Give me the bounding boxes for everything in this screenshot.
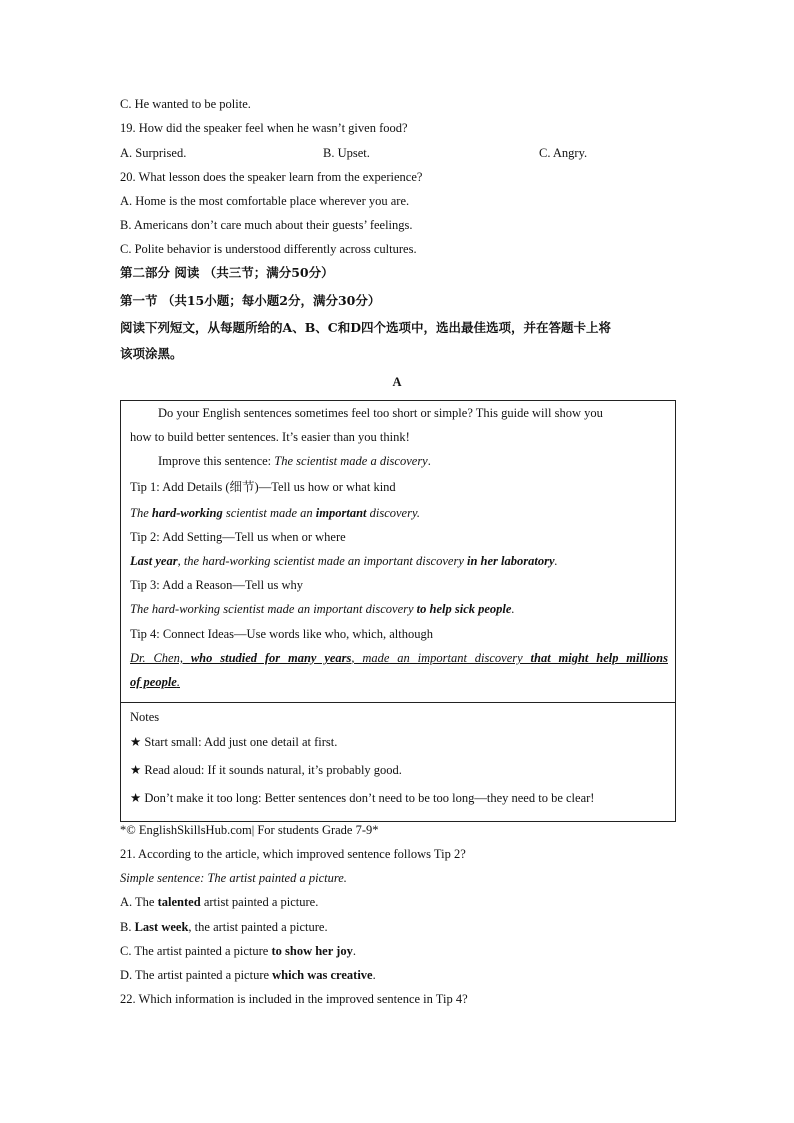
q21-c-bold: to show her joy <box>271 944 353 958</box>
tip4-example-line1 <box>130 650 668 666</box>
passage-box <box>120 400 676 703</box>
q21-option-c <box>120 943 356 959</box>
tip3-title: Tip 3: Add a Reason—Tell us why <box>130 578 303 592</box>
improve-line <box>158 453 431 469</box>
q21-b-post: , the artist painted a picture. <box>188 920 328 934</box>
q21-option-d <box>120 967 376 983</box>
note-item: ★ Read aloud: If it sounds natural, it’s probably good. <box>130 763 402 777</box>
tip2-title: Tip 2: Add Setting—Tell us when or where <box>130 530 346 544</box>
q19-option-a: A. Surprised. <box>120 146 187 160</box>
tip2-p1: , the hard-working scientist made an important discovery <box>177 554 467 568</box>
tip4-p2: , made an important discovery <box>351 651 531 665</box>
q21-c-post: . <box>352 944 356 958</box>
q21-b-pre: B. <box>120 920 135 934</box>
q21-option-b <box>120 919 328 935</box>
tip4-b2: that might help millions <box>530 651 668 665</box>
tip1-p3: discovery. <box>366 506 420 520</box>
q20-option-a: A. Home is the most comfortable place wherever you are. <box>120 194 410 208</box>
tip2-b1: Last year <box>130 554 178 568</box>
q21-a-pre: A. The <box>120 895 158 909</box>
tip4-line2-end: . <box>176 675 180 689</box>
section-subtitle: 第一节 （共15小题；每小题2分，满分30分） <box>120 293 381 308</box>
q19-option-c: C. Angry. <box>539 146 588 160</box>
q21-question: 21. According to the article, which improved sentence follows Tip 2? <box>120 847 466 861</box>
note-item: ★ Don’t make it too long: Better sentences don’t need to be too long—they need to be clear! <box>130 791 595 805</box>
intro-line-2: how to build better sentences. It’s easier than you think! <box>130 430 410 444</box>
q21-option-a <box>120 894 318 910</box>
tip1-p2: scientist made an <box>222 506 316 520</box>
improve-prefix: Improve this sentence: <box>158 454 275 468</box>
q21-d-pre: D. The artist painted a picture <box>120 968 273 982</box>
instruction-line-2: 该项涂黑。 <box>120 346 183 361</box>
part-title: 第二部分 阅读 （共三节；满分50分） <box>120 265 334 280</box>
instruction-line-1: 阅读下列短文，从每题所给的A、B、C和D四个选项中，选出最佳选项，并在答题卡上将 <box>120 320 612 335</box>
notes-box <box>120 702 676 822</box>
tip3-example <box>130 601 515 617</box>
tip3-p1: The hard-working scientist made an important discovery <box>130 602 417 616</box>
q18-option-c: C. He wanted to be polite. <box>120 97 251 111</box>
tip1-b1: hard-working <box>151 506 223 520</box>
tip4-example-line2 <box>130 674 180 690</box>
tip3-b1: to help sick people <box>416 602 512 616</box>
improve-sentence: The scientist made a discovery <box>274 454 428 468</box>
q22-question: 22. Which information is included in the improved sentence in Tip 4? <box>120 992 468 1006</box>
tip1-b2: important <box>315 506 367 520</box>
tip4-title: Tip 4: Connect Ideas—Use words like who, which, although <box>130 627 433 641</box>
q21-simple-sentence: Simple sentence: The artist painted a picture. <box>120 871 347 885</box>
tip4-line2-b: of people <box>130 675 177 689</box>
q21-d-post: . <box>372 968 376 982</box>
tip1-example <box>130 505 420 521</box>
q21-a-post: artist painted a picture. <box>200 895 319 909</box>
q21-d-bold: which was creative <box>272 968 373 982</box>
q21-c-pre: C. The artist painted a picture <box>120 944 272 958</box>
tip2-b2: in her laboratory <box>467 554 555 568</box>
tip2-p2: . <box>554 554 558 568</box>
q19-question: 19. How did the speaker feel when he wasn’t given food? <box>120 121 408 135</box>
notes-title: Notes <box>130 710 160 724</box>
q19-option-b: B. Upset. <box>323 146 370 160</box>
tip1-p1: The <box>130 506 152 520</box>
q21-b-bold: Last week <box>134 920 189 934</box>
intro-line-1: Do your English sentences sometimes feel too short or simple? This guide will show you <box>158 406 603 420</box>
note-item: ★ Start small: Add just one detail at first. <box>130 735 338 749</box>
q21-a-bold: talented <box>157 895 201 909</box>
tip4-b1: who studied for many years <box>190 651 352 665</box>
q20-option-b: B. Americans don’t care much about their guests’ feelings. <box>120 218 413 232</box>
passage-label: A <box>392 375 402 389</box>
q20-option-c: C. Polite behavior is understood differently across cultures. <box>120 242 417 256</box>
tip3-p2: . <box>511 602 515 616</box>
q20-question: 20. What lesson does the speaker learn from the experience? <box>120 170 423 184</box>
footer-note: *© EnglishSkillsHub.com| For students Grade 7-9* <box>120 823 379 837</box>
improve-end: . <box>427 454 431 468</box>
tip1-title: Tip 1: Add Details (细节)—Tell us how or what kind <box>130 480 396 494</box>
tip2-example <box>130 553 558 569</box>
tip4-p1: Dr. Chen, <box>130 651 191 665</box>
